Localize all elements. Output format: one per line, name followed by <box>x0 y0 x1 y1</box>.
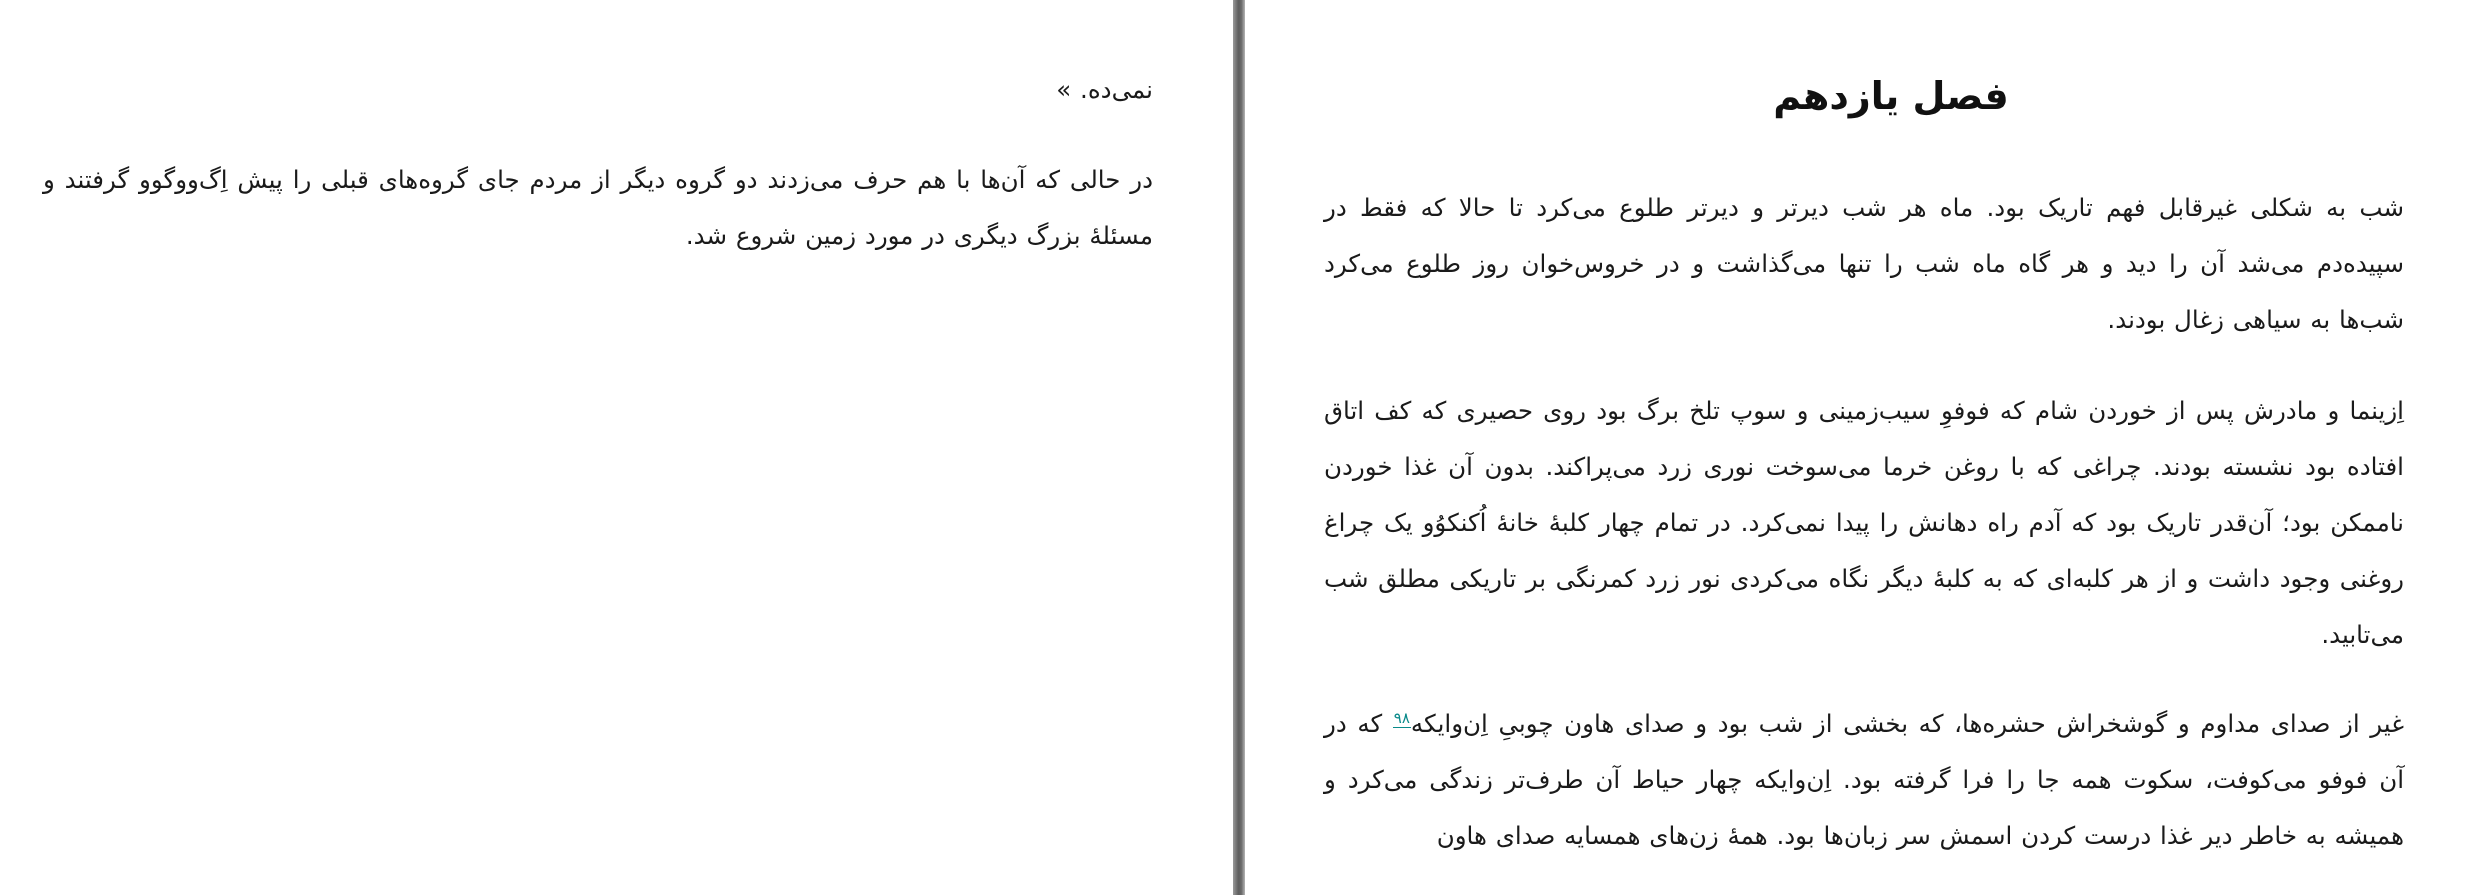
right-paragraph-1: شب به شکلی غیرقابل فهم تاریک بود. ماه هر شب دیرتر و دیرتر طلوع می‌کرد تا حالا که فقط در سپیده‌دم می‌شد آن را دید و هر گاه ماه شب را تنها می‌گذاشت و در خروس‌خوان روز طلوع می‌کرد شب‌ها به سیاهی زغال بودند. <box>1324 193 2404 334</box>
right-paragraph-2: اِزینما و مادرش پس از خوردن شام که فوفوِ سیب‌زمینی و سوپ تلخ برگ بود روی حصیری که کف اتاق افتاده بود نشسته بودند. چراغی که با روغن خرما می‌سوخت نوری زرد می‌پراکند. بدون آن غذا خوردن ناممکن بود؛ آن‌قدر تاریک بود که آدم راه دهانش را پیدا نمی‌کرد. در تمام چهار کلبهٔ خانهٔ اُکنکوُو یک چراغ روغنی وجود داشت و از هر کلبه‌ای که به کلبهٔ دیگر نگاه می‌کردی نور زرد کمرنگی بر تاریکی مطلق شب می‌تابید. <box>1324 396 2404 649</box>
right-paragraph-3 <box>1324 696 2404 864</box>
footnote-link[interactable]: ۹۸ <box>1393 708 1410 727</box>
paragraph-3-end: که در آن فوفو می‌کوفت، سکوت همه جا را فرا گرفته بود. اِن‌وایکه چهار حیاط آن طرف‌تر زندگی می‌کرد و همیشه به خاطر دیر غذا درست کردن اسمش سر زبان‌ها بود. همهٔ زن‌های همسایه صدای هاون <box>1324 709 2404 850</box>
page-gutter <box>1233 0 1245 895</box>
left-page <box>0 0 1233 895</box>
chapter-title: فصل یازدهم <box>1773 74 2009 118</box>
left-paragraph: در حالی که آن‌ها با هم حرف می‌زدند دو گروه دیگر از مردم جای گروه‌های قبلی را پیش اِگ‌ووگوو گرفتند و مسئلهٔ بزرگ دیگری در مورد زمین شروع شد. <box>43 165 1153 250</box>
continuation-line: نمی‌ده. » <box>1056 75 1153 104</box>
paragraph-3-start: غیر از صدای مداوم و گوشخراش حشره‌ها، که بخشی از شب بود و صدای هاون چوبیِ اِن‌وایکه <box>1410 709 2405 738</box>
